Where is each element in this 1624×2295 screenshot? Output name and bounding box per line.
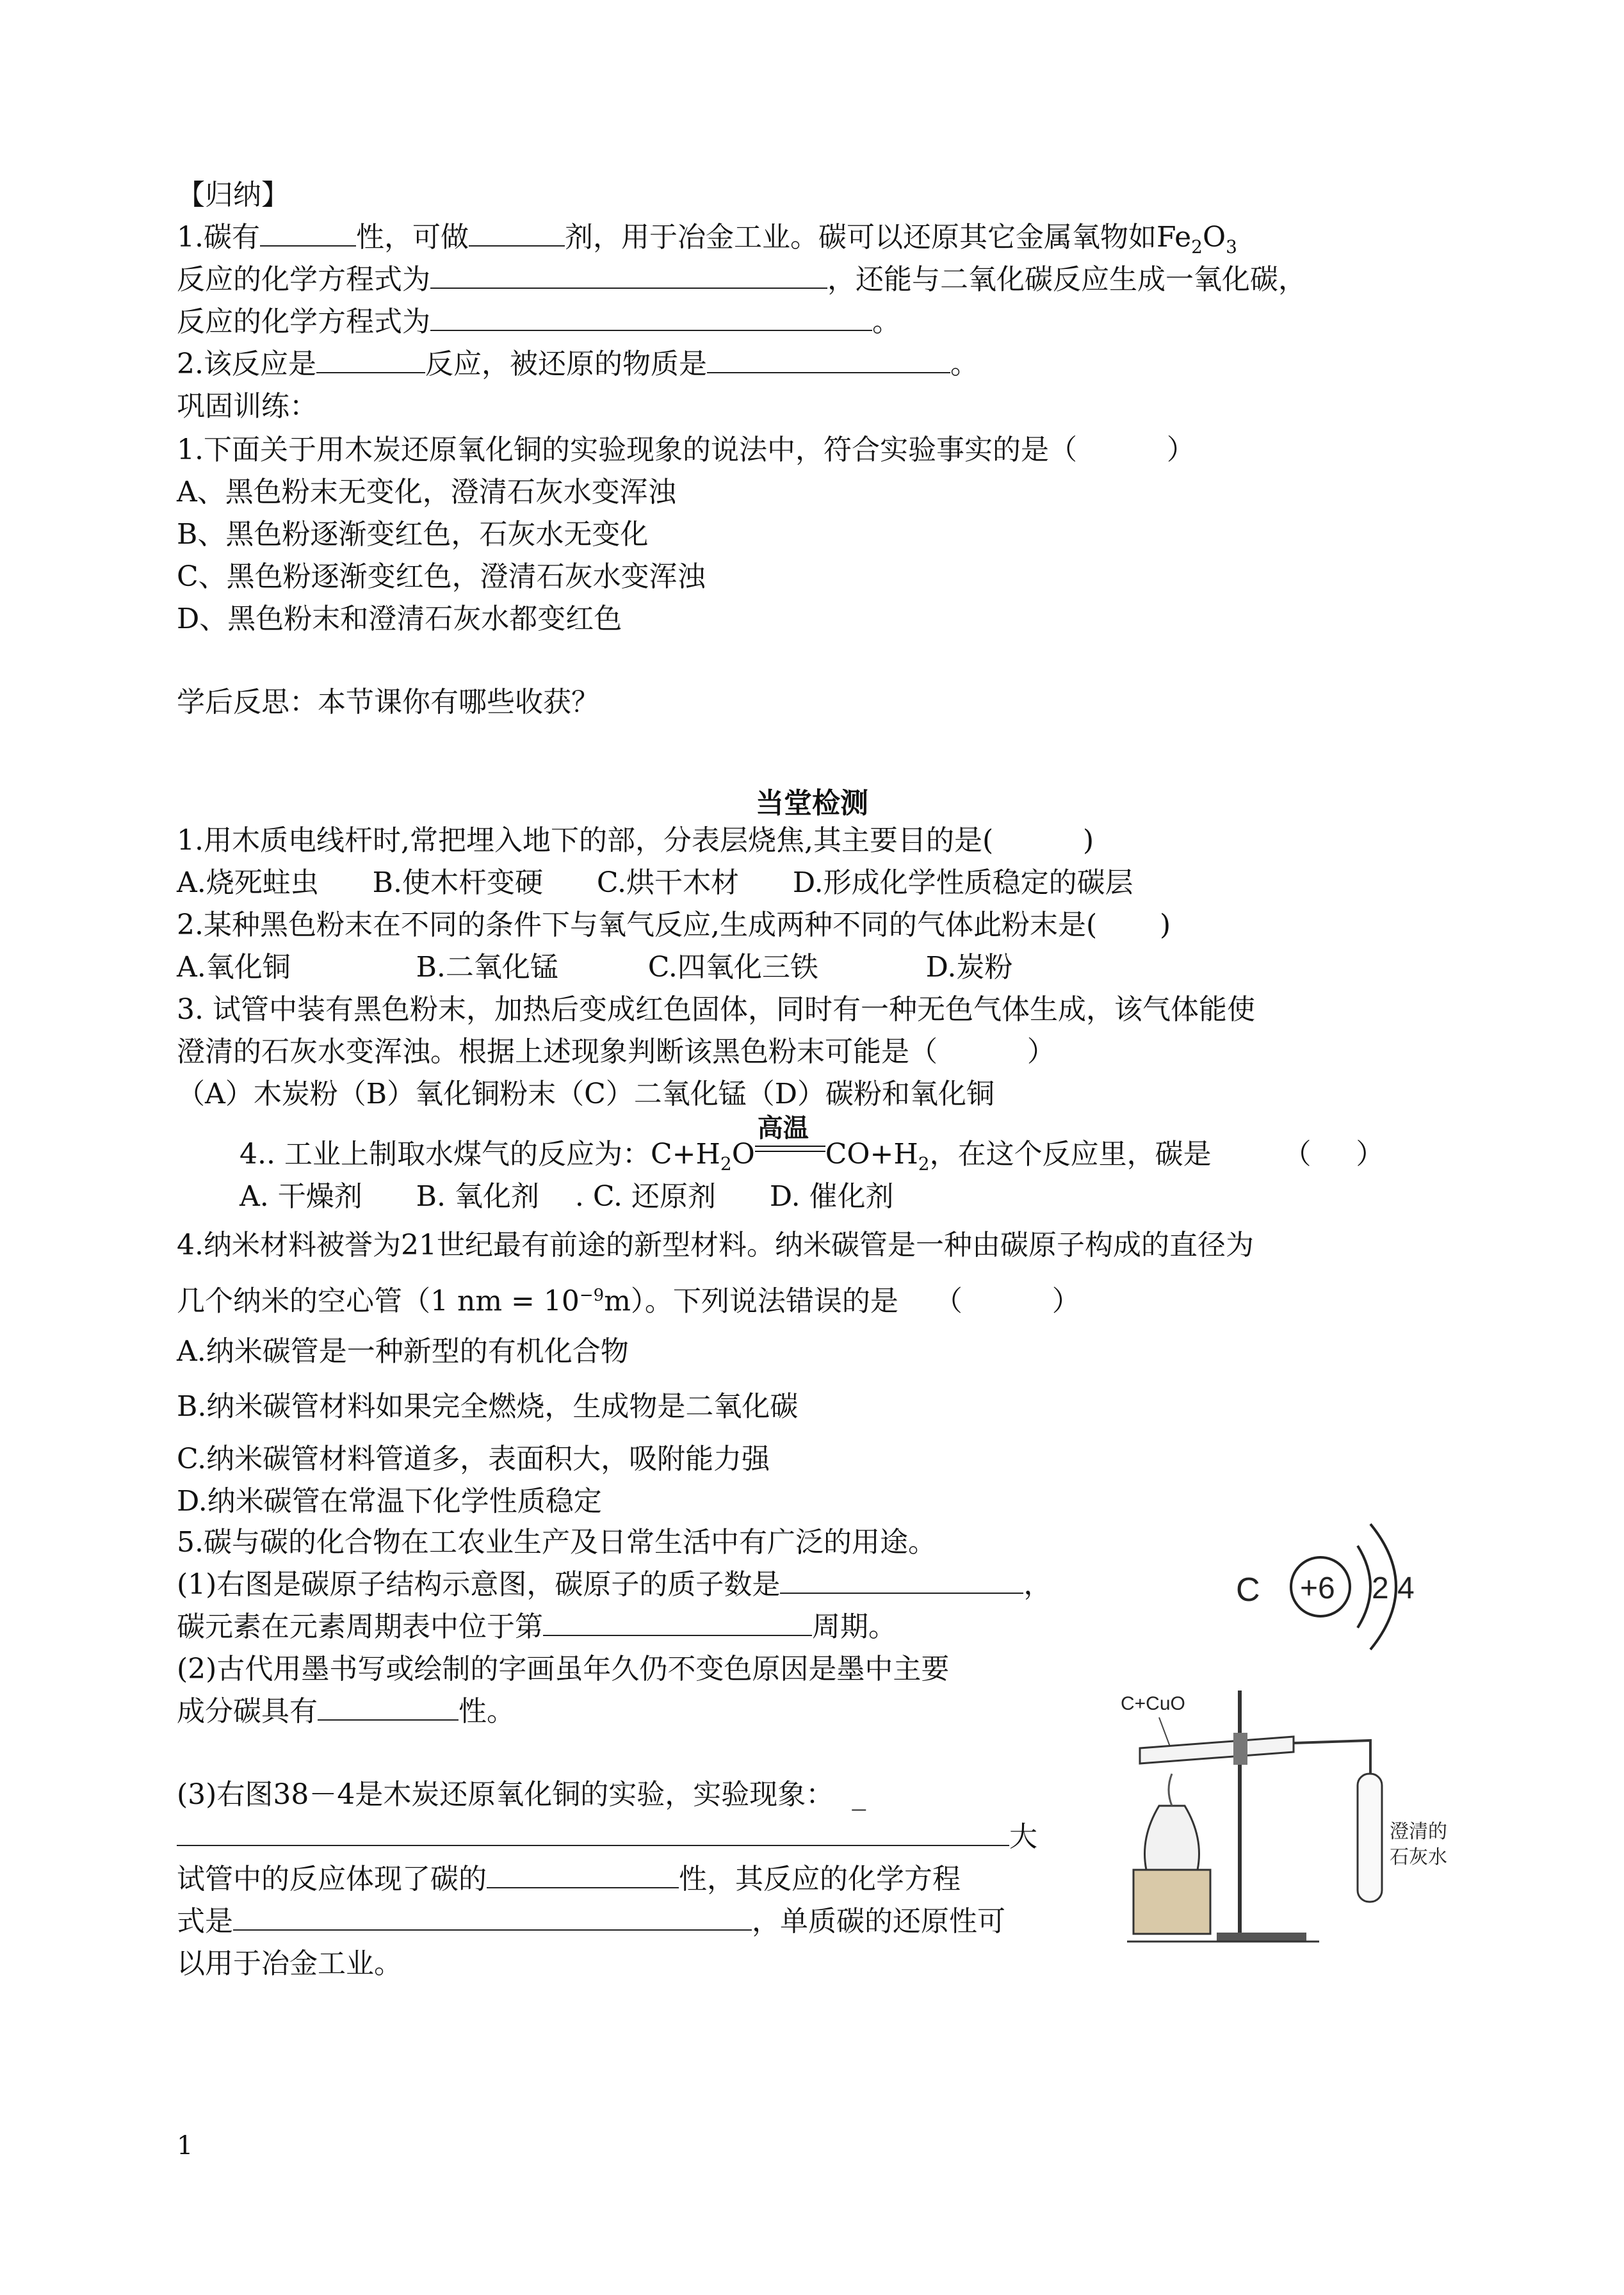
test-question-5-1b: 碳元素在元素周期表中位于第 周期。 (177, 1606, 897, 1648)
test-question-4b-option-b: B.纳米碳管材料如果完全燃烧，生成物是二氧化碳 (177, 1390, 799, 1423)
summary-line-4: 2.该反应是 反应，被还原的物质是 。 (177, 343, 978, 385)
test-question-4: 4.. 工业上制取水煤气的反应为：$C+H_2O$ 高温 $CO+H_2$，在这个反应里，碳是 （ ） (240, 1114, 1384, 1174)
test-question-2-options: A.氧化铜 B.二氧化锰 C.四氧化三铁 D.炭粉 (177, 951, 1013, 984)
test-question-3-options: （A）木炭粉（B）氧化铜粉末（C）二氧化锰（D）碳粉和氧化铜 (177, 1078, 995, 1110)
test-question-5-3d: 式是 ，单质碳的还原性可 (177, 1901, 1005, 1943)
atom-symbol: C (1236, 1571, 1260, 1609)
test-question-5-3a: (3)右图38－4是木炭还原氧化铜的实验，实验现象： _ (177, 1778, 866, 1811)
carbon-atom-diagram (1236, 1505, 1441, 1658)
summary-line-3: 反应的化学方程式为 。 (177, 301, 900, 343)
label-pointer (1159, 1717, 1171, 1748)
page-number: 1 (177, 2131, 193, 2161)
lamp-block (1133, 1870, 1210, 1934)
test-tube (1140, 1737, 1294, 1764)
stand-base (1217, 1933, 1306, 1942)
limewater-label-2: 石灰水 (1390, 1847, 1447, 1868)
reduction-apparatus-diagram (1089, 1678, 1447, 1959)
summary-line-1: 1.碳有 性，可做 剂，用于冶金工业。碳可以还原其它金属氧物如$Fe_2O_3$ (177, 216, 1237, 268)
clamp (1233, 1733, 1247, 1765)
test-question-1: 1.用木质电线杆时,常把埋入地下的部，分表层烧焦,其主要目的是( ) (177, 824, 1094, 857)
electron-counts: 2 4 (1372, 1571, 1415, 1605)
section-title: 当堂检测 (756, 787, 868, 820)
practice-option-a: A、黑色粉末无变化，澄清石灰水变浑浊 (177, 476, 676, 508)
alcohol-lamp (1145, 1806, 1199, 1870)
test-question-4b-line-2: 几个纳米的空心管（1 nm = $10^{-9}m$）。下列说法错误的是 （ ） (177, 1285, 1080, 1318)
electron-shell-1 (1358, 1546, 1370, 1628)
test-question-5-2a: (2)古代用墨书写或绘制的字画虽年久仍不变色原因是墨中主要 (177, 1653, 950, 1685)
practice-question-1: 1.下面关于用木炭还原氧化铜的实验现象的说法中，符合实验事实的是（ ） (177, 434, 1195, 466)
summary-line-2: 反应的化学方程式为 ，还能与二氧化碳反应生成一氧化碳， (177, 259, 1306, 301)
test-question-4b-option-d: D.纳米碳管在常温下化学性质稳定 (177, 1485, 602, 1518)
test-question-5-2b: 成分碳具有 性。 (177, 1691, 515, 1733)
test-question-1-options: A.烧死蛀虫 B.使木杆变硬 C.烘干木材 D.形成化学性质稳定的碳层 (177, 866, 1133, 899)
practice-option-b: B、黑色粉逐渐变红色，石灰水无变化 (177, 518, 649, 551)
summary-heading: 【归纳】 (177, 179, 289, 211)
reactant-label: C+CuO (1121, 1693, 1185, 1714)
lamp-flame (1169, 1774, 1172, 1806)
test-question-4b-line-1: 4.纳米材料被誉为21世纪最有前途的新型材料。纳米碳管是一种由碳原子构成的直径为 (177, 1229, 1254, 1261)
limewater-label-1: 澄清的 (1390, 1821, 1447, 1842)
delivery-tube (1294, 1740, 1370, 1780)
test-question-5-3e: 以用于冶金工业。 (177, 1947, 402, 1980)
practice-option-c: C、黑色粉逐渐变红色，澄清石灰水变浑浊 (177, 560, 706, 593)
test-question-4b-option-a: A.纳米碳管是一种新型的有机化合物 (177, 1335, 629, 1368)
test-question-5-1a: (1)右图是碳原子结构示意图，碳原子的质子数是 ， (177, 1564, 1052, 1606)
reaction-arrow: 高温 (755, 1135, 825, 1164)
test-question-5-3c: 试管中的反应体现了碳的 性，其反应的化学方程 (177, 1858, 961, 1901)
practice-heading: 巩固训练： (177, 390, 318, 423)
test-question-5: 5.碳与碳的化合物在工农业生产及日常生活中有广泛的用途。 (177, 1526, 936, 1559)
test-question-3-line-2: 澄清的石灰水变浑浊。根据上述现象判断该黑色粉末可能是（ ） (177, 1035, 1055, 1068)
test-question-2: 2.某种黑色粉末在不同的条件下与氧气反应,生成两种不同的气体此粉末是( ) (177, 909, 1171, 941)
limewater-tube (1358, 1774, 1382, 1902)
test-question-4-options: A. 干燥剂 B. 氧化剂 . C. 还原剂 D. 催化剂 (240, 1180, 894, 1213)
test-question-5-3b: 大 (177, 1816, 1037, 1858)
test-question-3-line-1: 3. 试管中装有黑色粉末，加热后变成红色固体，同时有一种无色气体生成，该气体能使 (177, 993, 1255, 1026)
reflection-prompt: 学后反思：本节课你有哪些收获？ (177, 686, 599, 718)
nucleus-charge: +6 (1300, 1571, 1335, 1605)
practice-option-d: D、黑色粉末和澄清石灰水都变红色 (177, 603, 622, 635)
test-question-4b-option-c: C.纳米碳管材料管道多，表面积大，吸附能力强 (177, 1443, 770, 1475)
